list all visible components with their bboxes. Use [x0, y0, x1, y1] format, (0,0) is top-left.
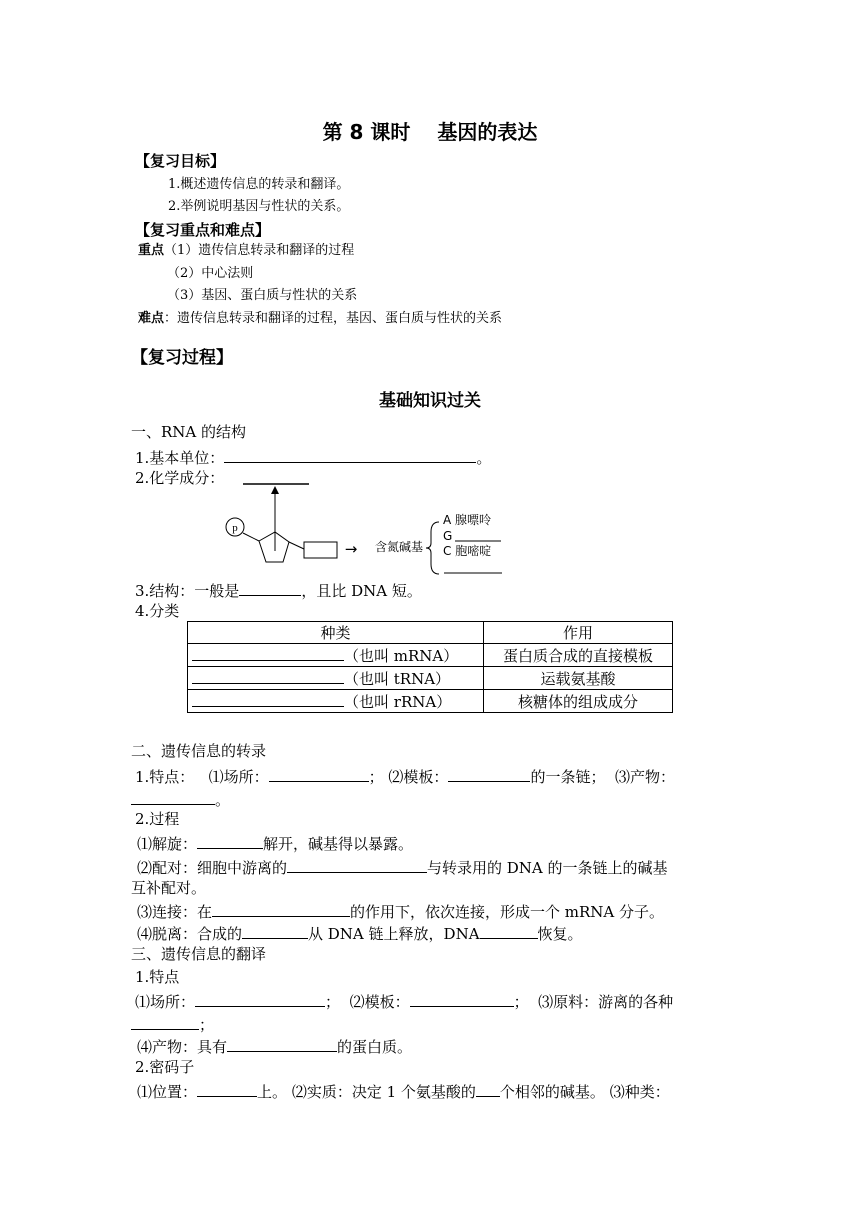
kind-text: （也叫 mRNA）: [344, 647, 459, 665]
p4-label: ⑷脱离：合成的: [137, 925, 243, 943]
key-item: （2）中心法则: [167, 266, 254, 281]
q3-suffix: ，且比 DNA 短。: [301, 582, 422, 600]
c2-suffix: 个相邻的碱基。: [499, 1083, 605, 1101]
p1-suffix: 解开，碱基得以暴露。: [263, 835, 414, 853]
table-header-cell: 作用: [484, 622, 673, 644]
bond-line: [289, 542, 304, 549]
blank: [410, 990, 514, 1007]
q1-label: 1.基本单位：: [135, 449, 225, 467]
page-title: 第 8 课时 基因的表达: [322, 120, 538, 144]
blank: [131, 788, 215, 805]
table-cell: 蛋白质合成的直接模板: [484, 644, 673, 667]
blank: [131, 1013, 199, 1030]
blank: [227, 1035, 337, 1052]
table-cell: 运载氨基酸: [484, 667, 673, 690]
kind-text: （也叫 rRNA）: [344, 693, 452, 711]
section-title: 基础知识过关: [379, 391, 481, 411]
bond-line: [243, 533, 259, 541]
table-cell: [188, 690, 484, 713]
nucleotide-diagram: [215, 478, 515, 578]
difficulty-label: 难点: [138, 311, 165, 326]
goal-item: 2.举例说明基因与性状的关系。: [168, 199, 350, 214]
kind-text: （也叫 tRNA）: [344, 670, 451, 688]
s2-p2: [137, 856, 668, 878]
s1-q4: 4.分类: [135, 602, 180, 620]
key-label: 重点: [138, 243, 165, 258]
blank: [197, 1080, 257, 1097]
c2-label: ⑵实质：决定 1 个氨基酸的: [291, 1083, 476, 1101]
p4-suffix: 恢复。: [537, 925, 583, 943]
rna-classification-table: [187, 621, 673, 713]
p3-label: ⑶连接：在: [137, 903, 213, 921]
goals-heading: 【复习目标】: [135, 152, 226, 170]
feat-template: ⑵模板：: [388, 768, 449, 786]
pentose-ring: [259, 532, 289, 562]
table-cell: 核糖体的组成成分: [484, 690, 673, 713]
p2-label: ⑵配对：细胞中游离的: [137, 859, 288, 877]
table-cell: [188, 644, 484, 667]
q1-suffix: 。: [476, 449, 492, 467]
f4-label: ⑷产物：具有: [137, 1038, 228, 1056]
feat-product: ⑶产物：: [615, 768, 676, 786]
key-item: （3）基因、蛋白质与性状的关系: [167, 288, 358, 303]
p2-suffix: 与转录用的 DNA 的一条链上的碱基: [427, 859, 668, 877]
feat-place: ⑴场所：: [208, 768, 269, 786]
goal-item: 1.概述遗传信息的转录和翻译。: [168, 177, 350, 192]
f4-suffix: 的蛋白质。: [337, 1038, 413, 1056]
f3-label: ⑶原料：游离的各种: [538, 993, 674, 1011]
blank: [212, 900, 350, 917]
blank: [192, 690, 344, 707]
s3-feat: 1.特点: [135, 968, 180, 986]
p4-mid: 从 DNA 链上释放，DNA: [308, 925, 480, 943]
key-item: （1）遗传信息转录和翻译的过程: [164, 243, 355, 258]
blank: [224, 446, 476, 463]
table-header-cell: 种类: [188, 622, 484, 644]
blank: [192, 644, 344, 661]
arrow-glyph: →: [344, 540, 358, 558]
table-header-row: [188, 622, 673, 644]
s3-features: ⑴场所： ； ⑵模板： ； ⑶原料：游离的各种: [135, 990, 673, 1012]
c1-label: ⑴位置：: [137, 1083, 198, 1101]
table-row: [188, 690, 673, 713]
base-item: G: [443, 529, 453, 543]
s3-codon-line: [137, 1080, 670, 1102]
p3-suffix: 的作用下，依次连接，形成一个 mRNA 分子。: [350, 903, 665, 921]
blank: [192, 667, 344, 684]
s2-heading: 二、遗传信息的转录: [131, 742, 267, 760]
s1-heading: 一、RNA 的结构: [131, 423, 247, 441]
base-label: 含氮碱基: [375, 540, 424, 554]
blank: [242, 922, 308, 939]
pointer-arrow-head: [271, 486, 279, 494]
s1-q3: [135, 579, 422, 601]
s2-process: 2.过程: [135, 810, 180, 828]
s2-p3: [137, 900, 664, 922]
s2-features: 1.特点： ⑴场所： ； ⑵模板： 的一条链； ⑶产物：: [135, 765, 675, 787]
brace: [426, 522, 439, 574]
blank: [197, 832, 263, 849]
s3-codon: 2.密码子: [135, 1058, 195, 1076]
s3-heading: 三、遗传信息的翻译: [131, 945, 267, 963]
blank: [448, 765, 530, 782]
s2-p2-cont: 互补配对。: [131, 879, 207, 897]
s2-p4: [137, 922, 583, 944]
key-points-heading: 【复习重点和难点】: [135, 221, 271, 239]
feat-template-suffix: 的一条链；: [530, 768, 606, 786]
s2-p1: [137, 832, 413, 854]
base-box: [304, 542, 337, 558]
phosphate-label: p: [232, 522, 238, 534]
s3-f4: [137, 1035, 412, 1057]
key-line: [138, 242, 354, 260]
base-item: C 胞嘧啶: [443, 544, 492, 558]
table-cell: [188, 667, 484, 690]
s1-q2: 2.化学成分：: [135, 469, 225, 487]
process-heading: 【复习过程】: [131, 348, 233, 368]
s2-product-line: 。: [131, 788, 230, 810]
c3-label: ⑶种类：: [609, 1083, 670, 1101]
p1-label: ⑴解旋：: [137, 835, 198, 853]
base-item: A 腺嘌呤: [443, 513, 492, 527]
difficulty-text: ：遗传信息转录和翻译的过程，基因、蛋白质与性状的关系: [164, 311, 503, 326]
f2-label: ⑵模板：: [349, 993, 410, 1011]
blank: [269, 765, 369, 782]
table-row: [188, 667, 673, 690]
difficulty-line: [138, 310, 502, 328]
blank: [195, 990, 325, 1007]
c1-suffix: 上。: [257, 1083, 288, 1101]
blank: [480, 922, 538, 939]
blank: [287, 856, 427, 873]
table-row: [188, 644, 673, 667]
feat-label: 1.特点：: [135, 768, 195, 786]
blank: [239, 579, 301, 596]
q3-label: 3.结构：一般是: [135, 582, 240, 600]
s1-q1: [135, 446, 491, 468]
s3-f3-line: ；: [131, 1013, 214, 1035]
blank: [476, 1080, 500, 1097]
f1-label: ⑴场所：: [135, 993, 196, 1011]
